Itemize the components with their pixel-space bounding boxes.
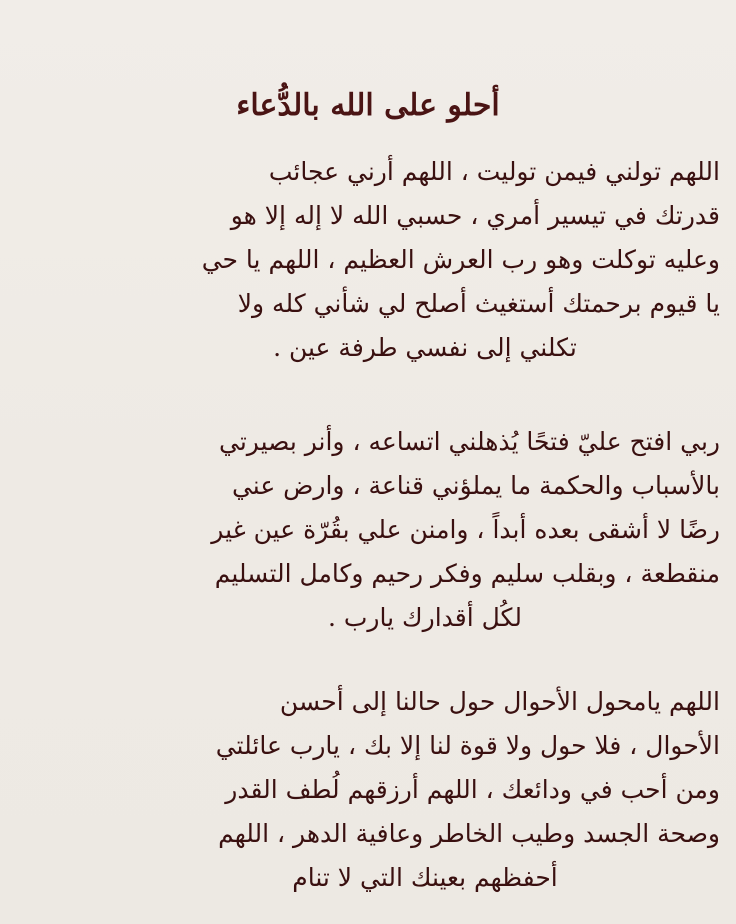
paragraph-line: يا قيوم برحمتك أستغيث أصلح لي شأني كله ولا <box>237 289 720 318</box>
paragraph-line: تكلني إلى نفسي طرفة عين . <box>273 333 577 362</box>
paragraph-line: لكُل أقدارك يارب . <box>328 603 522 632</box>
paragraph-line: وعليه توكلت وهو رب العرش العظيم ، اللهم يا حي <box>201 245 720 274</box>
paragraph-line: اللهم تولني فيمن توليت ، اللهم أرني عجائب <box>268 157 720 186</box>
page-title: أحلو على الله بالدُّعاء <box>236 88 500 123</box>
paragraph-line: الأحوال ، فلا حول ولا قوة لنا إلا بك ، يارب عائلتي <box>215 731 720 760</box>
paragraph-line: ربي افتح عليّ فتحًا يُذهلني اتساعه ، وأنر بصيرتي <box>219 427 720 456</box>
paragraph-2 <box>130 420 720 640</box>
paragraph-line: بالأسباب والحكمة ما يملؤني قناعة ، وارض عني <box>231 471 720 500</box>
paragraph-1 <box>130 150 720 370</box>
paragraph-line: رضًا لا أشقى بعده أبداً ، وامنن علي بقُرّة عين غير <box>211 515 720 544</box>
paragraph-line: ومن أحب في ودائعك ، اللهم أرزقهم لُطف القدر <box>225 775 720 804</box>
paragraph-line: قدرتك في تيسير أمري ، حسبي الله لا إله إلا هو <box>230 201 720 230</box>
paragraph-line: أحفظهم بعينك التي لا تنام <box>292 863 558 892</box>
paragraph-3 <box>130 680 720 900</box>
paragraph-line: وصحة الجسد وطيب الخاطر وعافية الدهر ، اللهم <box>218 819 720 848</box>
paragraph-line: منقطعة ، وبقلب سليم وفكر رحيم وكامل التسليم <box>214 559 720 588</box>
paragraph-line: اللهم يامحول الأحوال حول حالنا إلى أحسن <box>279 687 720 716</box>
